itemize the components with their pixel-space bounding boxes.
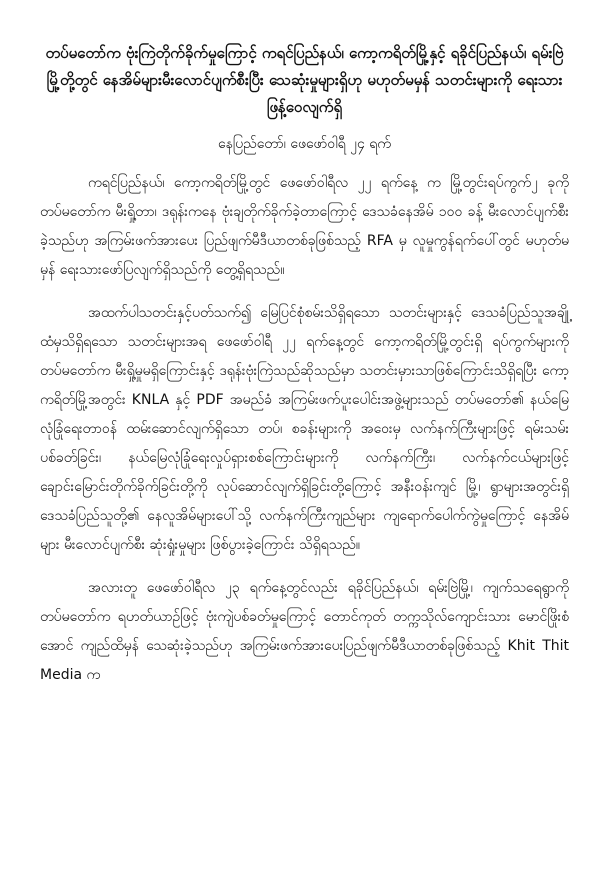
article-dateline: နေပြည်တော်၊ ဖေဖော်ဝါရီ ၂၄ ရက် bbox=[217, 136, 392, 152]
article-paragraph-2: အထက်ပါသတင်းနှင့်ပတ်သက်၍ မြေပြင်စုံစမ်းသိရှိရသော သတင်းများနှင့် ဒေသခံပြည်သူအချို့ထံမှသိရှိရသော သတင်းများအရ ဖေဖော်ဝါရီ ၂၂ ရက်နေ့တွင် ကော့ကရိတ်မြို့တွင်းရှိ ရပ်ကွက်များကို တပ်မတော်က မီးရှို့မှုမရှိကြောင်းနှင့် ဒရုန်းဗုံးကြဲသည်ဆိုသည်မှာ သတင်းမှားသာဖြစ်ကြောင်းသိရှိရပြီး ကော့ကရိတ်မြို့အတွင်း KNLA နှင့် PDF အမည်ခံ အကြမ်းဖက်ပူးပေါင်းအဖွဲ့များသည် တပ်မတော်၏ နယ်မြေလုံခြုံရေးတာဝန် ထမ်းဆောင်လျက်ရှိသော တပ်၊ စခန်းများကို အဝေးမှ လက်နက်ကြီးများဖြင့် ရမ်းသမ်းပစ်ခတ်ခြင်း၊ နယ်မြေလုံခြုံရေးလှုပ်ရှားစစ်ကြောင်းများကို လက်နက်ကြီး၊ လက်နက်ငယ်များဖြင့် ချောင်းမြောင်းတိုက်ခိုက်ခြင်းတို့ကို လုပ်ဆောင်လျက်ရှိခြင်းတို့ကြောင့် အနီးဝန်းကျင် မြို့၊ ရွာများအတွင်းရှိ ဒေသခံပြည်သူတို့၏ နေလူအိမ်များပေါ်သို့ လက်နက်ကြီးကျည်များ ကျရောက်ပေါက်ကွဲမှုကြောင့် နေအိမ်များ မီးလောင်ပျက်စီး ဆုံးရှုံးမှုများ ဖြစ်ပွားခဲ့ကြောင်း သိရှိရသည်။ bbox=[40, 305, 569, 553]
article-paragraph-1: ကရင်ပြည်နယ်၊ ကော့ကရိတ်မြို့တွင် ဖေဖော်ဝါရီလ ၂၂ ရက်နေ့ က မြို့တွင်းရပ်ကွက်၂ ခုကို တပ်မတော်က မီးရှို့တာ၊ ဒရုန်းကနေ ဗုံးချတိုက်ခိုက်ခဲ့တာကြောင့် ဒေသခံနေအိမ် ၁၀၀ ခန့် မီးလောင်ပျက်စီးခဲ့သည်ဟု အကြမ်းဖက်အားပေး ပြည်ဖျက်မီဒီယာတစ်ခုဖြစ်သည့် RFA မှ လူမှုကွန်ရက်ပေါ်တွင် မဟုတ်မမှန် ရေးသားဖော်ပြလျက်ရှိသည်ကို တွေ့ရှိရသည်။ bbox=[40, 175, 569, 278]
article-headline: တပ်မတော်က ဗုံးကြဲတိုက်ခိုက်မှုကြောင့် ကရင်ပြည်နယ်၊ ကော့ကရိတ်မြို့နှင့် ရခိုင်ပြည်နယ်၊ ရမ်းဗြဲမြို့တို့တွင် နေအိမ်များမီးလောင်ပျက်စီးပြီး သေဆုံးမှုများရှိဟု မဟုတ်မမှန် သတင်းများကို ရေးသားဖြန့်ဝေလျက်ရှိ bbox=[45, 44, 564, 116]
article-paragraph-3: အလားတူ ဖေဖော်ဝါရီလ ၂၃ ရက်နေ့တွင်လည်း ရခိုင်ပြည်နယ်၊ ရမ်းဗြဲမြို့၊ ကျက်သရေရွာကို တပ်မတော်က ရဟတ်ယာဉ်ဖြင့် ဗုံးကျဲပစ်ခတ်မှုကြောင့် တောင်ကုတ် တက္ကသိုလ်ကျောင်းသား မောင်ဖြိုးစံအောင် ကျည်ထိမှန် သေဆုံးခဲ့သည်ဟု အကြမ်းဖက်အားပေးပြည်ဖျက်မီဒီယာတစ်ခုဖြစ်သည့် Khit Thit Media က bbox=[40, 580, 569, 683]
